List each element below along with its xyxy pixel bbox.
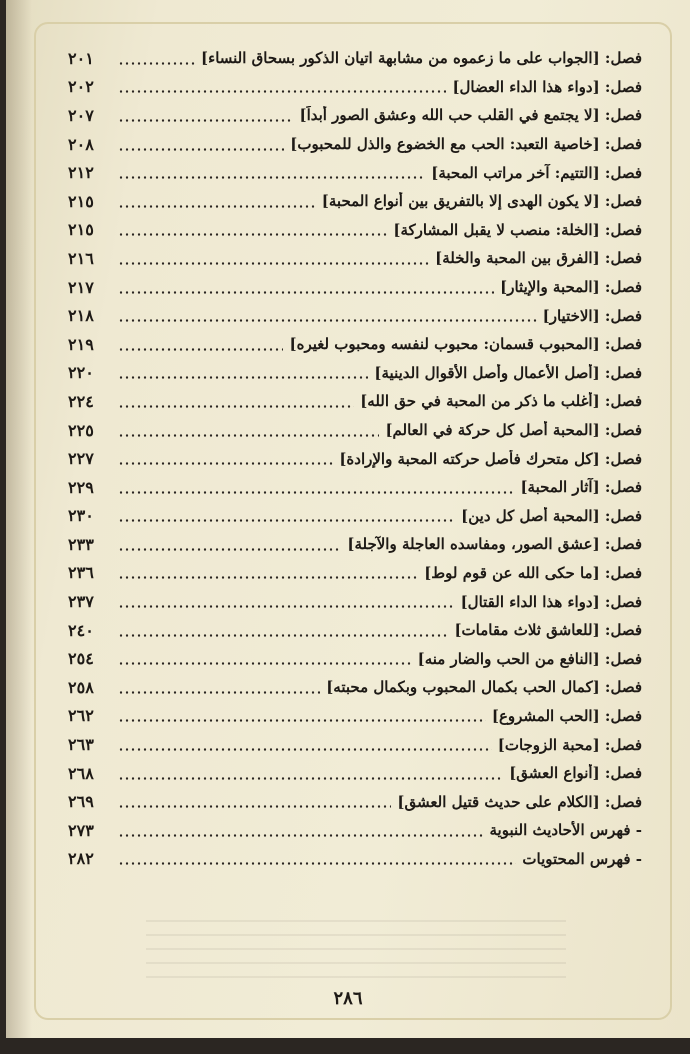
toc-entry-label: [النافع من الحب والضار منه] (417, 649, 600, 668)
toc-entry-title (347, 535, 642, 553)
toc-entry-title (452, 78, 642, 96)
toc-entry-prefix: فصل: (604, 506, 642, 525)
toc-entry-page-number: ٢٠١ (68, 48, 94, 68)
toc-entry-title (492, 707, 642, 725)
toc-entry-page-number: ٢٧٣ (68, 820, 94, 840)
dot-leader (118, 605, 455, 608)
toc-entry-prefix: فصل: (604, 278, 642, 297)
toc-entry-page-number: ٢١٥ (68, 220, 94, 240)
toc-entry-title (326, 678, 642, 696)
toc-entry (68, 73, 642, 102)
toc-entry (68, 44, 642, 73)
toc-entry-label: [المحبة والإيثار] (500, 278, 600, 297)
toc-entry-page-number: ٢٤٠ (68, 620, 94, 640)
toc-entry-label: [المحبة أصل كل حركة في العالم] (385, 421, 600, 440)
toc-entry-page-number: ٢٠٧ (68, 105, 94, 125)
toc-entry (68, 702, 642, 731)
toc-entry-prefix: فصل: (604, 649, 642, 668)
toc-entry-title (397, 793, 642, 811)
toc-entry (68, 244, 642, 273)
toc-entry-page-number: ٢٢٥ (68, 420, 94, 440)
toc-entry (68, 301, 642, 330)
dot-leader (118, 862, 516, 865)
toc-entry-page-number: ٢٣٧ (68, 592, 94, 612)
toc-entry-label: [كمال الحب بكمال المحبوب وبكمال محبته] (326, 678, 600, 697)
dot-leader (118, 805, 391, 808)
toc-entry-title (418, 650, 642, 668)
toc-entry-page-number: ٢٣٦ (68, 563, 94, 583)
toc-entry (68, 673, 642, 702)
toc-entry (68, 644, 642, 673)
toc-entry-title (393, 221, 642, 239)
toc-entry-prefix: - (635, 849, 642, 868)
toc-entry-label: [الاختيار] (542, 306, 600, 325)
toc-entry-label: [آثار المحبة] (520, 478, 600, 497)
dot-leader (118, 634, 448, 637)
toc-entry-prefix: فصل: (604, 535, 642, 554)
dot-leader (118, 62, 195, 65)
toc-entry-page-number: ٢١٨ (68, 306, 94, 326)
toc-entry-prefix: فصل: (604, 135, 642, 154)
page-number: ٢٨٦ (333, 988, 363, 1009)
dot-leader (118, 662, 412, 665)
dot-leader (118, 576, 418, 579)
toc-entry-label: [أصل الأعمال وأصل الأقوال الدينية] (374, 363, 600, 382)
toc-entry-title (490, 821, 643, 839)
toc-entry-prefix: فصل: (604, 77, 642, 96)
dot-leader (118, 348, 283, 351)
toc-entry-label: [لا يكون الهدى إلا بالتفريق بين أنواع المحبة] (321, 192, 600, 211)
toc-entry-title (543, 307, 642, 325)
dot-leader (118, 719, 486, 722)
dot-leader (118, 376, 368, 379)
toc-entry-prefix: فصل: (604, 363, 642, 382)
toc-entry (68, 502, 642, 531)
toc-entry-title (435, 249, 642, 267)
toc-entry-prefix: - (635, 821, 642, 840)
toc-entry (68, 416, 642, 445)
dot-leader (118, 519, 455, 522)
toc-entry (68, 273, 642, 302)
toc-entry (68, 330, 642, 359)
dot-leader (118, 834, 484, 837)
toc-entry-label: [الفرق بين المحبة والخلة] (435, 249, 600, 268)
toc-entry-title (290, 135, 642, 153)
toc-entry (68, 787, 642, 816)
dot-leader (118, 233, 387, 236)
dot-leader (118, 491, 514, 494)
toc-entry-label: [المحبوب قسمان: محبوب لنفسه ومحبوب لغيره] (289, 335, 600, 354)
toc-entry-prefix: فصل: (604, 335, 642, 354)
toc-entry-label: [التتيم: آخر مراتب المحبة] (431, 163, 600, 182)
dot-leader (118, 176, 425, 179)
toc-entry-page-number: ٢١٧ (68, 277, 94, 297)
toc-entry (68, 158, 642, 187)
toc-entry-page-number: ٢٦٨ (68, 763, 94, 783)
toc-entry-prefix: فصل: (604, 163, 642, 182)
toc-entry-page-number: ٢١٦ (68, 248, 94, 268)
toc-entry (68, 530, 642, 559)
toc-entry-title (322, 192, 642, 210)
toc-entry-title (201, 49, 642, 67)
toc-entry-title (498, 736, 642, 754)
toc-entry-page-number: ٢٢٤ (68, 391, 94, 411)
toc-entry-label: [المحبة أصل كل دين] (461, 506, 600, 525)
toc-entry-prefix: فصل: (604, 449, 642, 468)
dot-leader (118, 462, 333, 465)
toc-entry-label: [الحب المشروع] (491, 706, 600, 725)
book-page (6, 0, 690, 1038)
dot-leader (118, 405, 354, 408)
toc-entry-title (454, 621, 642, 639)
toc-entry-title (339, 450, 642, 468)
toc-entry-label: فهرس الأحاديث النبوية (489, 821, 631, 840)
dot-leader (118, 148, 284, 151)
toc-entry (68, 216, 642, 245)
toc-entry (68, 187, 642, 216)
toc-entry-page-number: ٢٦٩ (68, 792, 94, 812)
toc-entry-page-number: ٢٨٢ (68, 849, 94, 869)
toc-entry (68, 559, 642, 588)
dot-leader (118, 262, 429, 265)
dot-leader (118, 119, 293, 122)
toc-entry-label: [الجواب على ما زعموه من مشابهة اتيان الذكور بسحاق النساء] (201, 49, 600, 68)
toc-entry (68, 444, 642, 473)
toc-entry (68, 359, 642, 388)
toc-entry-prefix: فصل: (604, 563, 642, 582)
toc-entry-prefix: فصل: (604, 792, 642, 811)
toc-entry (68, 473, 642, 502)
dot-leader (118, 291, 494, 294)
toc-entry (68, 845, 642, 874)
dot-leader (118, 90, 446, 93)
toc-entry-prefix: فصل: (604, 49, 642, 68)
toc-entry-prefix: فصل: (604, 306, 642, 325)
toc-entry-page-number: ٢٣٠ (68, 506, 94, 526)
toc-entry-prefix: فصل: (604, 678, 642, 697)
toc-entry-title (520, 478, 642, 496)
toc-entry-page-number: ٢٠٢ (68, 77, 94, 97)
toc-entry-title (509, 764, 642, 782)
toc-entry-title (431, 164, 642, 182)
toc-entry-title (385, 421, 642, 439)
toc-entry-label: [خاصية التعبد: الحب مع الخضوع والذل للمحبوب] (290, 135, 600, 154)
toc-entry-page-number: ٢٥٨ (68, 677, 94, 697)
toc-entry-prefix: فصل: (604, 220, 642, 239)
toc-entry-label: [الخلة: منصب لا يقبل المشاركة] (393, 220, 600, 239)
toc-entry (68, 816, 642, 845)
toc-entry-prefix: فصل: (604, 764, 642, 783)
toc-entry-page-number: ٢١٥ (68, 191, 94, 211)
toc-entry-label: [أنواع العشق] (509, 764, 600, 783)
toc-entry (68, 387, 642, 416)
toc-entry-page-number: ٢٥٤ (68, 649, 94, 669)
toc-entry-label: [الكلام على حديث قتيل العشق] (397, 792, 600, 811)
toc-entry-label: [دواء هذا الداء القتال] (460, 592, 600, 611)
bleed-through-text (146, 920, 566, 980)
toc-entry-title (289, 335, 642, 353)
toc-entry-page-number: ٢٦٣ (68, 735, 94, 755)
toc-entry-title (500, 278, 642, 296)
toc-entry-prefix: فصل: (604, 249, 642, 268)
toc-entry-page-number: ٢٢٩ (68, 477, 94, 497)
toc-entry-page-number: ٢٦٢ (68, 706, 94, 726)
toc-entry-label: [كل متحرك فأصل حركته المحبة والإرادة] (339, 449, 600, 468)
dot-leader (118, 691, 320, 694)
dot-leader (118, 319, 537, 322)
toc-entry (68, 616, 642, 645)
toc-entry-label: [أغلب ما ذكر من المحبة في حق الله] (360, 392, 600, 411)
toc-entry-label: [دواء هذا الداء العضال] (452, 77, 600, 96)
toc-entry-page-number: ٢٣٣ (68, 534, 94, 554)
toc-entry-page-number: ٢٠٨ (68, 134, 94, 154)
toc-entry-prefix: فصل: (604, 192, 642, 211)
toc-entry-label: [محبة الزوجات] (497, 735, 600, 754)
dot-leader (118, 748, 492, 751)
toc-entry-page-number: ٢١٩ (68, 334, 94, 354)
toc-entry-prefix: فصل: (604, 421, 642, 440)
toc-entry-prefix: فصل: (604, 621, 642, 640)
toc-entry (68, 587, 642, 616)
toc-entry (68, 130, 642, 159)
dot-leader (118, 205, 316, 208)
toc-entry-title (522, 850, 642, 868)
toc-entry-prefix: فصل: (604, 478, 642, 497)
toc-entry-page-number: ٢١٢ (68, 163, 94, 183)
toc-entry (68, 101, 642, 130)
toc-entry (68, 730, 642, 759)
toc-entry-page-number: ٢٢٠ (68, 363, 94, 383)
toc-entry-title (424, 564, 642, 582)
toc-entry-prefix: فصل: (604, 706, 642, 725)
toc-entry-label: [لا يجتمع في القلب حب الله وعشق الصور أبداً] (299, 106, 600, 125)
toc-entry-label: [ما حكى الله عن قوم لوط] (424, 563, 600, 582)
toc-entry-title (360, 392, 642, 410)
toc-entry-title (461, 507, 642, 525)
toc-entry-prefix: فصل: (604, 392, 642, 411)
toc-entry-prefix: فصل: (604, 735, 642, 754)
toc-entry-prefix: فصل: (604, 592, 642, 611)
dot-leader (118, 434, 379, 437)
dot-leader (118, 777, 503, 780)
toc-entry-prefix: فصل: (604, 106, 642, 125)
toc-entry-title (374, 364, 642, 382)
toc-entry-label: فهرس المحتويات (522, 849, 631, 868)
toc-entry-title (461, 593, 642, 611)
toc-entry (68, 759, 642, 788)
toc-entry-page-number: ٢٢٧ (68, 449, 94, 469)
toc-entry-label: [للعاشق ثلاث مقامات] (454, 621, 600, 640)
dot-leader (118, 548, 341, 551)
toc-entry-label: [عشق الصور، ومفاسده العاجلة والآجلة] (347, 535, 600, 554)
toc-entry-title (299, 106, 642, 124)
table-of-contents (68, 44, 642, 873)
